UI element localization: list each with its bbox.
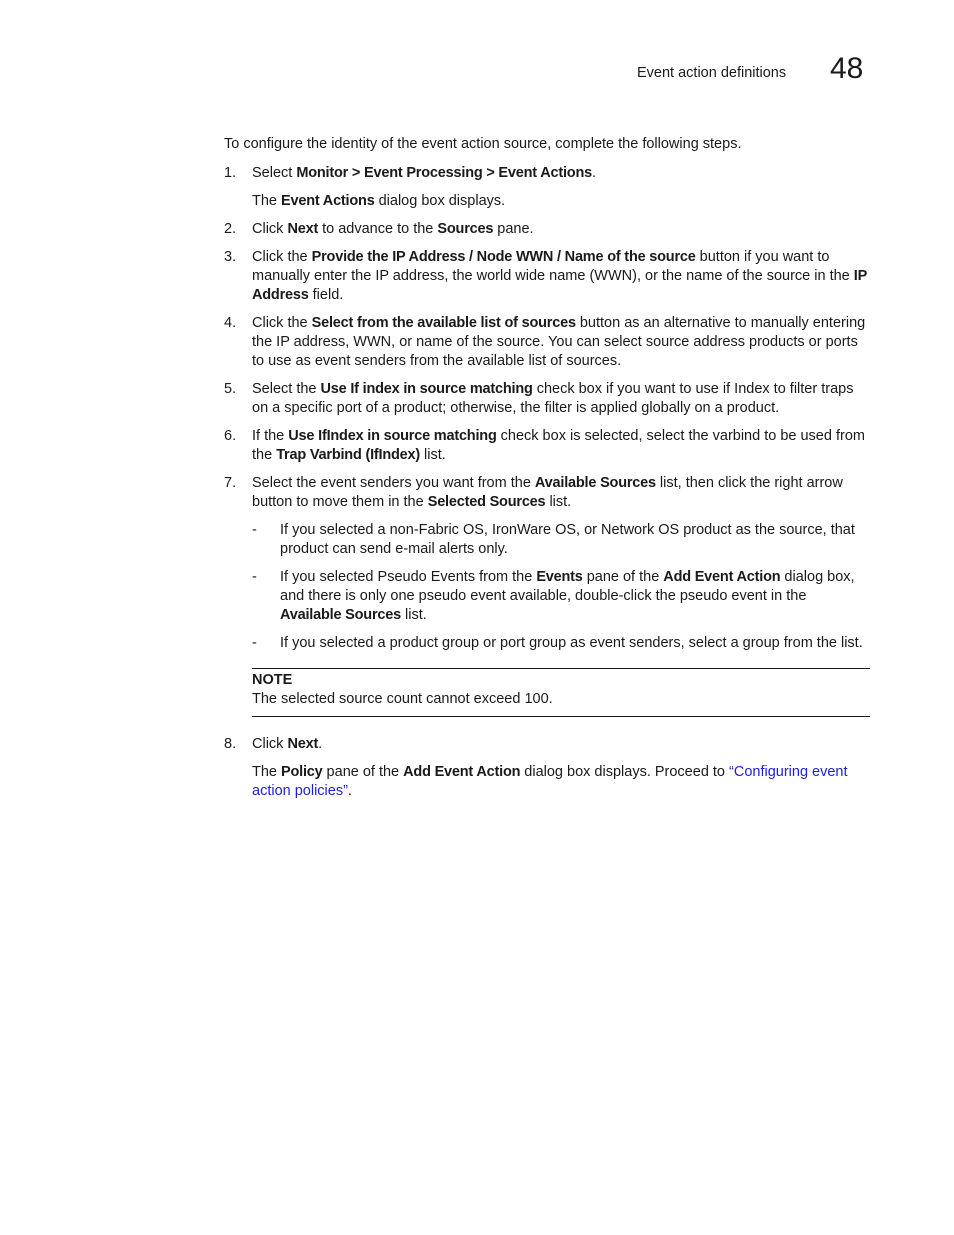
ui-term: Provide the IP Address / Node WWN / Name of the source bbox=[311, 249, 696, 265]
intro-paragraph: To configure the identity of the event action source, complete the following steps. bbox=[224, 136, 742, 152]
ui-term: Policy bbox=[281, 764, 323, 780]
text-run: If you selected a non-Fabric OS, IronWare OS, or Network OS product as the source, that product can send e-mail alerts only. bbox=[280, 522, 855, 557]
text-run: list. bbox=[420, 447, 446, 463]
text-run: If you selected a product group or port group as event senders, select a group from the list. bbox=[280, 635, 863, 651]
cross-reference-link[interactable]: “Configuring event action policies” bbox=[252, 764, 848, 799]
step-number: 4. bbox=[224, 315, 237, 331]
ui-term: Use If index in source matching bbox=[320, 381, 533, 397]
text-run: button if you want to manually enter the IP address, the world wide name (WWN), or the name of the source in the bbox=[252, 249, 854, 284]
text-run: Select the event senders you want from the bbox=[252, 475, 535, 491]
text-run: . bbox=[347, 783, 352, 799]
text-run: Select the bbox=[252, 381, 321, 397]
menu-path: Monitor > Event Processing > Event Actions bbox=[296, 165, 592, 181]
ui-term: Next bbox=[287, 736, 319, 752]
step-text bbox=[252, 380, 870, 418]
step-number: 5. bbox=[224, 381, 237, 397]
step-number: 2. bbox=[224, 221, 237, 237]
text-run: Click bbox=[252, 736, 288, 752]
ui-term: Event Actions bbox=[281, 193, 375, 209]
ui-term: Available Sources bbox=[280, 607, 401, 623]
step-1 bbox=[224, 164, 870, 211]
step-number: 3. bbox=[224, 249, 237, 265]
step-text bbox=[252, 427, 870, 465]
ui-term: Next bbox=[287, 221, 319, 237]
step-text bbox=[252, 474, 870, 512]
bullet-item bbox=[252, 568, 870, 625]
text-run: The bbox=[252, 764, 282, 780]
text-run: Click the bbox=[252, 315, 312, 331]
text-run: field. bbox=[308, 287, 344, 303]
bullet-item bbox=[252, 634, 870, 653]
text-run: list. bbox=[545, 494, 572, 510]
step-4 bbox=[224, 314, 870, 371]
step-result bbox=[252, 763, 870, 801]
text-run: dialog box displays. bbox=[374, 193, 506, 209]
ui-term: IP Address bbox=[252, 268, 867, 303]
text-run: Click the bbox=[252, 249, 312, 265]
text-run: The bbox=[252, 193, 282, 209]
step-text bbox=[252, 314, 870, 371]
text-run: pane of the bbox=[582, 569, 664, 585]
step-8 bbox=[224, 735, 870, 801]
text-run: button as an alternative to manually entering the IP address, WWN, or name of the source. You can select source address products or ports to use as event senders from the available list of sources. bbox=[252, 315, 866, 369]
step-number: 6. bbox=[224, 428, 237, 444]
text-run: If you selected Pseudo Events from the bbox=[280, 569, 537, 585]
ui-term: Selected Sources bbox=[427, 494, 546, 510]
ui-term: Sources bbox=[437, 221, 494, 237]
step-text bbox=[252, 220, 870, 239]
text-run: . bbox=[591, 165, 597, 181]
step-6 bbox=[224, 427, 870, 465]
bullet-dash: - bbox=[252, 569, 257, 585]
step-text bbox=[252, 164, 870, 183]
page-body bbox=[224, 135, 870, 810]
text-run: list, then click the right arrow button to move them in the bbox=[252, 475, 843, 510]
note-box bbox=[252, 668, 870, 717]
bullet-item bbox=[252, 521, 870, 559]
step-result bbox=[252, 192, 870, 211]
step-2 bbox=[224, 220, 870, 239]
ui-term: Add Event Action bbox=[403, 764, 521, 780]
text-run: dialog box displays. Proceed to bbox=[520, 764, 730, 780]
step-5 bbox=[224, 380, 870, 418]
text-run: check box is selected, select the varbind to be used from the bbox=[252, 428, 865, 463]
ui-term: Events bbox=[536, 569, 583, 585]
text-run: check box if you want to use if Index to filter traps on a specific port of a product; otherwise, the filter is applied globally on a product. bbox=[252, 381, 854, 416]
step-7 bbox=[224, 474, 870, 653]
ui-term: Select from the available list of sources bbox=[311, 315, 576, 331]
step-3 bbox=[224, 248, 870, 305]
text-run: to advance to the bbox=[318, 221, 438, 237]
text-run: list. bbox=[400, 607, 427, 623]
text-run: dialog box, and there is only one pseudo event available, double-click the pseudo event in the bbox=[280, 569, 855, 604]
text-run: Select bbox=[252, 165, 297, 181]
step-text bbox=[252, 735, 870, 754]
ui-term: Add Event Action bbox=[663, 569, 781, 585]
bullet-dash: - bbox=[252, 635, 257, 651]
step-text bbox=[252, 248, 870, 305]
ui-term: Use IfIndex in source matching bbox=[288, 428, 497, 444]
text-run: pane. bbox=[493, 221, 534, 237]
text-run: pane of the bbox=[322, 764, 404, 780]
ui-term: Trap Varbind (IfIndex) bbox=[276, 447, 421, 463]
header-title: Event action definitions bbox=[637, 65, 787, 81]
note-text: The selected source count cannot exceed 100. bbox=[252, 691, 553, 707]
chapter-number: 48 bbox=[830, 52, 864, 85]
text-run: . bbox=[318, 736, 323, 752]
step-number: 7. bbox=[224, 475, 237, 491]
step-number: 1. bbox=[224, 165, 237, 181]
step-number: 8. bbox=[224, 736, 237, 752]
ui-term: Available Sources bbox=[534, 475, 656, 491]
text-run: If the bbox=[252, 428, 289, 444]
text-run: Click bbox=[252, 221, 288, 237]
bullet-dash: - bbox=[252, 522, 257, 538]
note-label: NOTE bbox=[252, 672, 293, 688]
